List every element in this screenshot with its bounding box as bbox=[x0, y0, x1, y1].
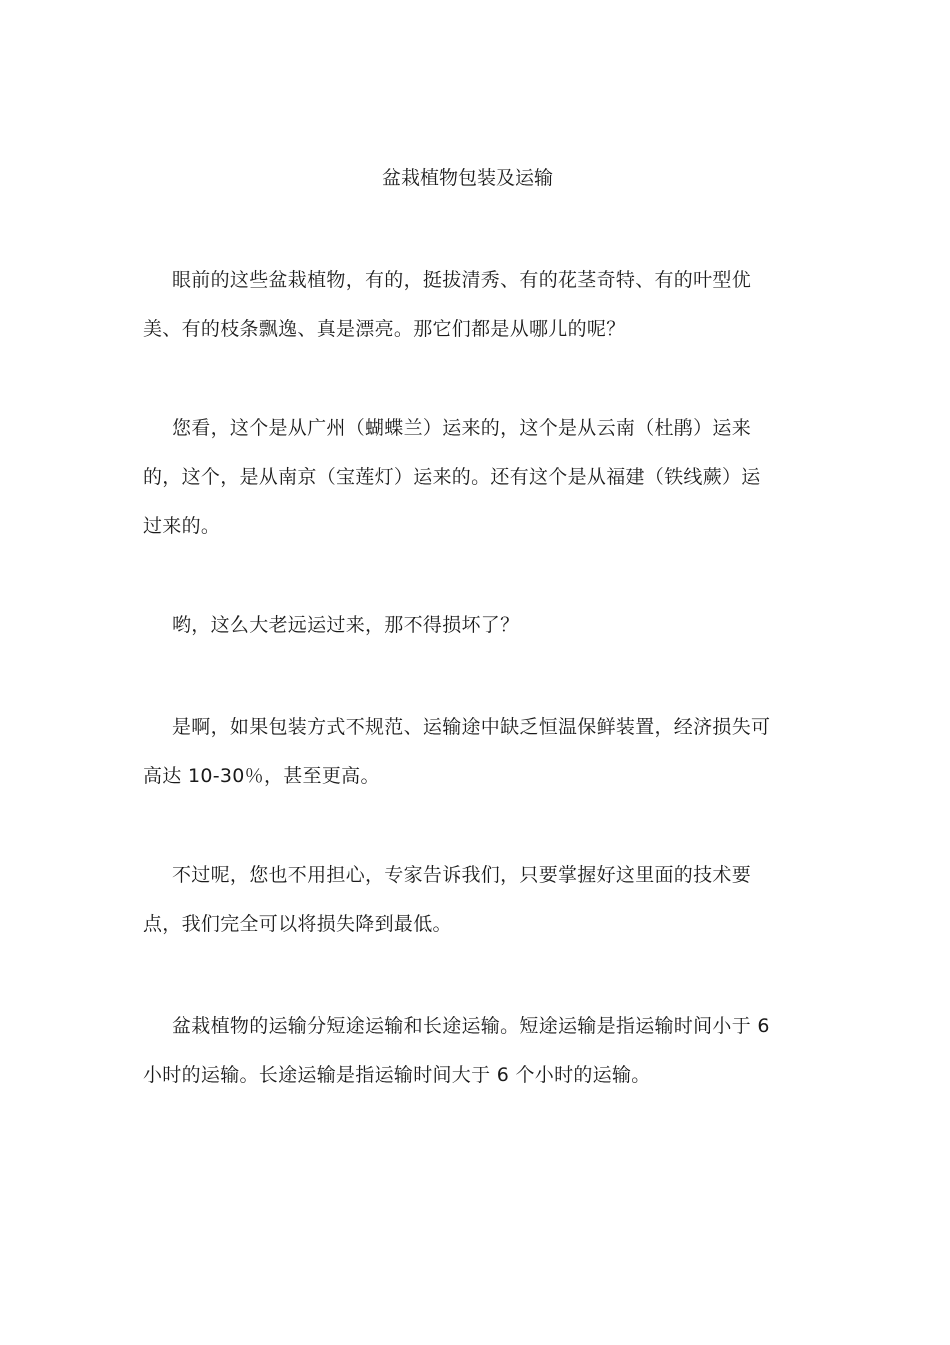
paragraph-loss: 是啊，如果包装方式不规范、运输途中缺乏恒温保鲜装置，经济损失可高达 10-30％，甚至更高。 bbox=[143, 716, 771, 787]
paragraph-transport-types: 盆栽植物的运输分短途运输和长途运输。短途运输是指运输时间小于 6 小时的运输。长途运输是指运输时间大于 6 个小时的运输。 bbox=[143, 1015, 770, 1086]
paragraph-question: 哟，这么大老远运过来，那不得损坏了？ bbox=[172, 614, 520, 636]
paragraph-reassurance: 不过呢，您也不用担心，专家告诉我们，只要掌握好这里面的技术要点，我们完全可以将损失降到最低。 bbox=[143, 864, 752, 935]
document-title: 盆栽植物包装及运输 bbox=[381, 167, 553, 189]
paragraph-origins: 您看，这个是从广州（蝴蝶兰）运来的，这个是从云南（杜鹃）运来的，这个，是从南京（宝莲灯）运来的。还有这个是从福建（铁线蕨）运过来的。 bbox=[143, 417, 761, 537]
paragraph-intro: 眼前的这些盆栽植物，有的，挺拔清秀、有的花茎奇特、有的叶型优美、有的枝条飘逸、真是漂亮。那它们都是从哪儿的呢？ bbox=[143, 269, 752, 340]
